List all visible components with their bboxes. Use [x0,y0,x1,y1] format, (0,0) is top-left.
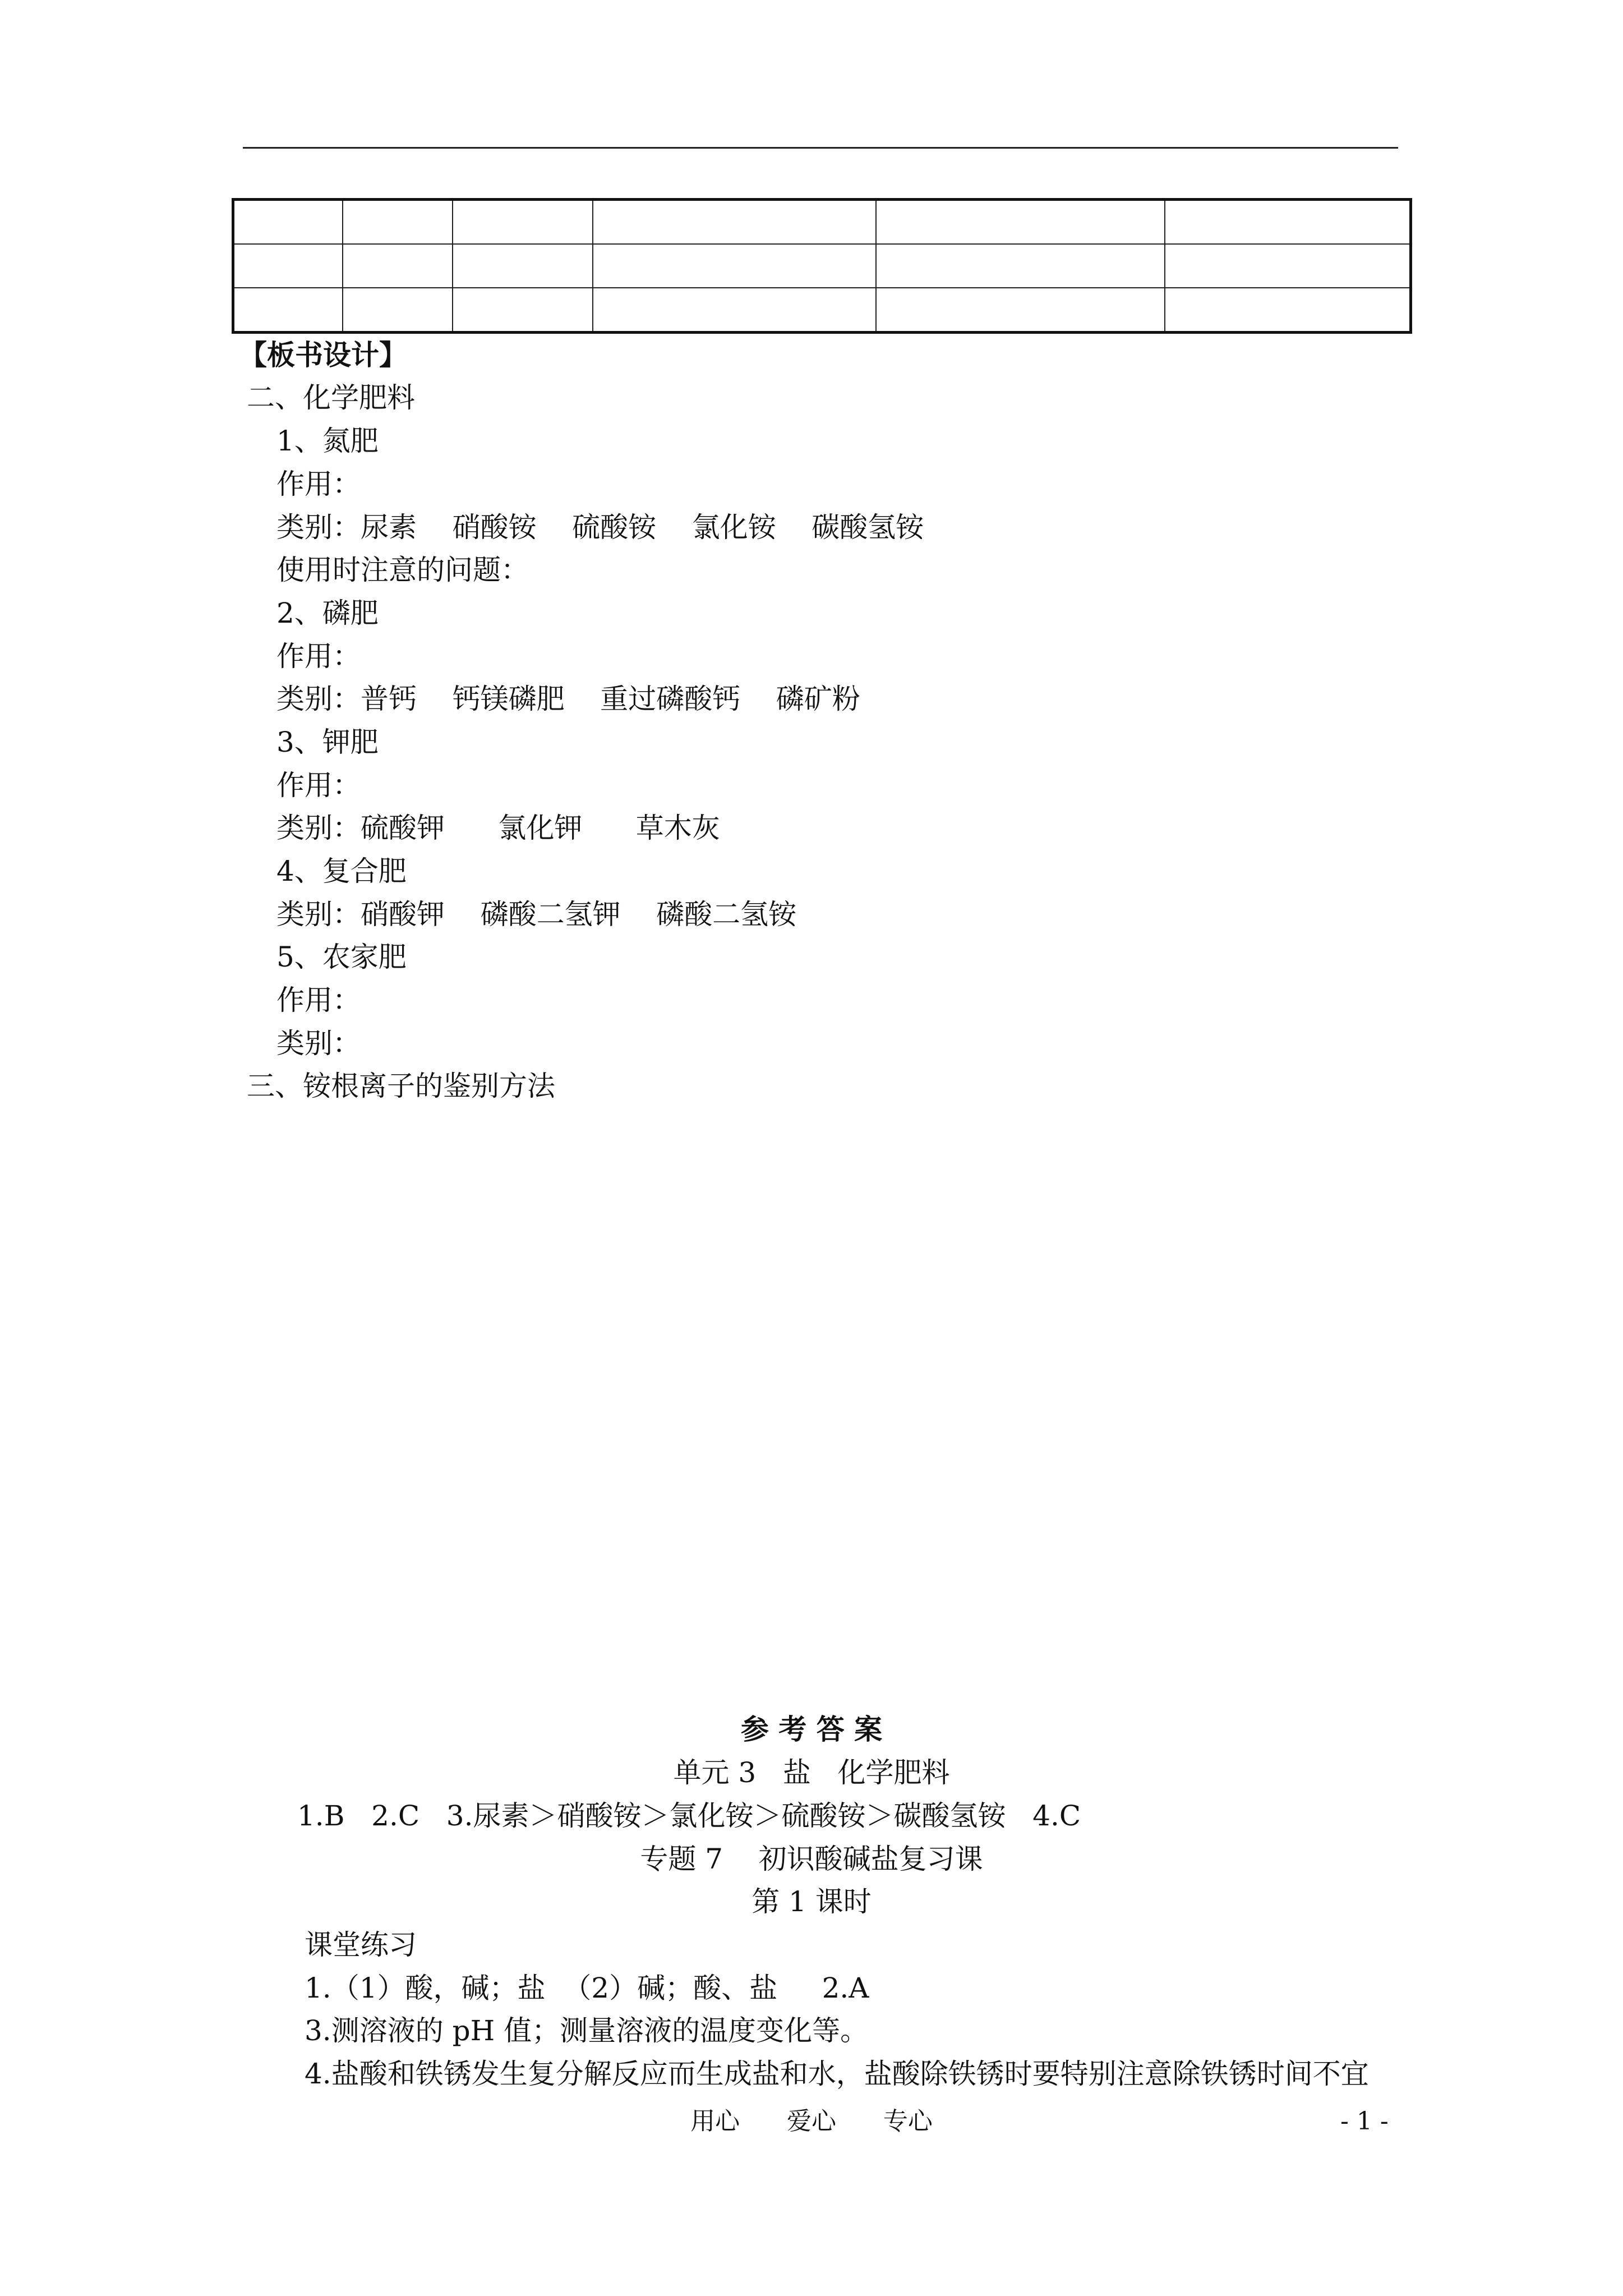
page-number: - 1 - [1340,2107,1389,2136]
board-line: 作用： [276,468,361,500]
board-line: 使用时注意的问题： [276,554,529,586]
table-cell [233,200,343,245]
answers-title: 参 考 答 案 [740,1713,883,1746]
practice-line: 1.（1）酸，碱；盐 （2）碱；酸、盐 2.A [305,1972,869,2004]
header-rule [243,147,1398,149]
board-line: 类别：普钙 钙镁磷肥 重过磷酸钙 磷矿粉 [276,683,860,715]
table-cell [876,288,1165,333]
board-line: 类别：硝酸钾 磷酸二氢钾 磷酸二氢铵 [276,898,797,931]
answers-unit-line: 1.B 2.C 3.尿素＞硝酸铵＞氯化铵＞硫酸铵＞碳酸氢铵 4.C [297,1800,1081,1832]
practice-label: 课堂练习 [305,1929,417,1961]
table-cell [1165,200,1411,245]
table-cell [1165,288,1411,333]
table-cell [593,244,876,288]
board-line: 三、铵根离子的鉴别方法 [247,1070,555,1102]
footer-motto: 用心 爱心 专心 [690,2107,933,2136]
board-line: 1、氮肥 [276,425,379,457]
table-row [233,200,1411,245]
table-cell [876,244,1165,288]
practice-line: 4.盐酸和铁锈发生复分解反应而生成盐和水，盐酸除铁锈时要特别注意除铁锈时间不宜 [305,2058,1369,2090]
board-line: 3、钾肥 [276,726,379,758]
board-line: 5、农家肥 [276,941,407,973]
board-line: 类别：尿素 硝酸铵 硫酸铵 氯化铵 碳酸氢铵 [276,511,924,544]
practice-line: 3.测溶液的 pH 值；测量溶液的温度变化等。 [305,2014,869,2047]
table-cell [593,288,876,333]
table-cell [343,244,453,288]
board-line: 4、复合肥 [276,855,407,887]
board-line: 作用： [276,769,361,802]
table-row [233,244,1411,288]
table-cell [343,200,453,245]
table-row [233,288,1411,333]
answers-topic: 专题 7 初识酸碱盐复习课 [640,1843,983,1875]
table-cell [453,244,593,288]
table-cell [876,200,1165,245]
table-cell [453,288,593,333]
table-cell [453,200,593,245]
table-cell [233,288,343,333]
board-line: 二、化学肥料 [247,381,415,414]
board-line: 类别： [276,1027,361,1060]
board-heading: 【板书设计】 [239,338,407,371]
board-line: 2、磷肥 [276,597,379,629]
answers-lesson: 第 1 课时 [751,1885,872,1918]
answers-unit: 单元 3 盐 化学肥料 [673,1756,950,1789]
table-cell [343,288,453,333]
board-line: 作用： [276,640,361,673]
table-cell [233,244,343,288]
board-line: 类别：硫酸钾 氯化钾 草木灰 [276,812,720,844]
board-line: 作用： [276,984,361,1016]
table-cell [1165,244,1411,288]
blank-table [232,198,1412,334]
table-cell [593,200,876,245]
